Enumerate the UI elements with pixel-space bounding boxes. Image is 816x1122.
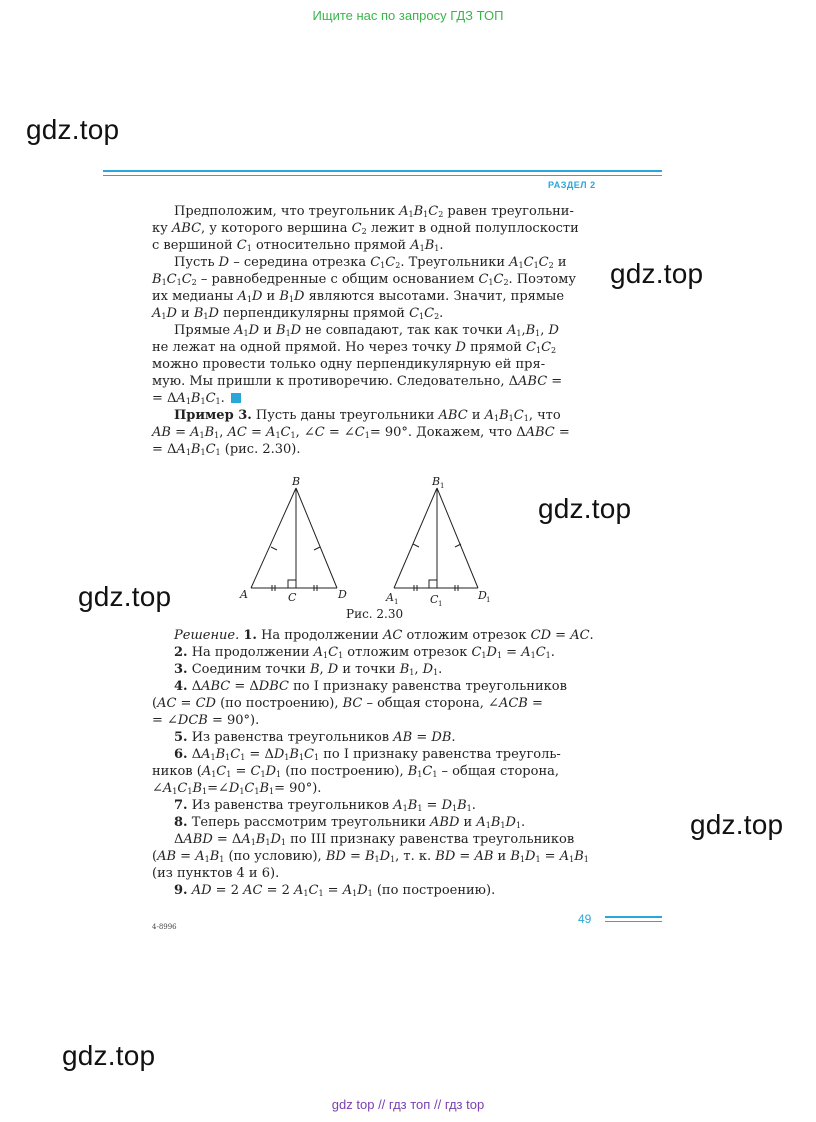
watermark: gdz.top (62, 1040, 156, 1071)
print-code: 4-8996 (152, 923, 177, 931)
watermark: gdz.top (690, 809, 784, 840)
header-rule-bottom (103, 175, 662, 176)
label-b1-sub: 1 (440, 482, 445, 490)
footer-links (0, 1097, 816, 1112)
page-number: 49 (578, 912, 592, 926)
label-a1-sub: 1 (394, 598, 399, 606)
label-a1: A (386, 591, 394, 604)
label-c: C (288, 591, 297, 604)
label-a: A (240, 588, 248, 601)
watermark: gdz.top (610, 258, 704, 289)
label-c1-sub: 1 (438, 600, 443, 608)
top-banner: Ищите нас по запросу ГДЗ ТОП (312, 8, 504, 23)
page-rule-top (605, 916, 662, 918)
footer-link-gdz-top-ru[interactable]: гдз топ (388, 1097, 431, 1112)
watermark: gdz.top (538, 493, 632, 524)
text-block-1: Предположим, что треугольник $A_1B_1C_2$ равен треугольни- ку ABC, у которого вершина $C_2$ лежит в одной полуплоскости с вершиной $C_1$ относительно прямой $A_1B_1$. Пусть D – середина отрезка $C_1C_2$. Треугольники $A_1C_1C_2$ и $B_1C_1C_2$ – равнобедренные с общим основанием $C_1C_2$. Поэтому их медианы $A_1D$ и $B_1D$ являются высотами. Значит, прямые $A_1D$ и $B_1D$ перпендикулярны прямой $C_1C_2$. Прямые $A_1D$ и $B_1D$ не совпадают, так как точки $A_1,B_1$, D не лежат на одной прямой. Но через точку D прямой $C_1C_2$ можно провести только одну перпендикулярную ей пря- мую. Мы пришли к противоречию. Следовательно, ΔABC = = $\Delta A_1B_1C_1$. Пример 3. Пусть даны треугольники ABC и $A_1B_1C_1$, что AB = $A_1B_1$, AC = $A_1C_1$, ∠C = $\angle C_1= 90^\circ$. Докажем, что ΔABC = = $\Delta A_1B_1C_1$ (рис. 2.30). (152, 204, 579, 457)
label-d1-sub: 1 (486, 596, 491, 604)
footer-link-gdz-top[interactable]: gdz top (331, 1097, 375, 1112)
label-c1: C (430, 593, 439, 606)
watermark: gdz.top (78, 581, 172, 612)
page-rule-bottom (605, 921, 662, 922)
label-b: B (292, 475, 301, 488)
label-d: D (338, 588, 347, 601)
figure-caption: Рис. 2.30 (346, 607, 404, 621)
label-d1: D (478, 589, 487, 602)
footer-separator: // (433, 1097, 442, 1112)
section-label: РАЗДЕЛ 2 (548, 180, 596, 190)
watermark: gdz.top (26, 114, 120, 145)
label-b1: B (432, 475, 441, 488)
end-of-proof-icon (231, 393, 241, 403)
text-block-2: Решение. 1. На продолжении AC отложим отрезок CD = AC. 2. На продолжении $A_1C_1$ отложим отрезок $C_1D_1 = A_1C_1$. 3. Соединим точки B, D и точки $B_1$, $D_1$. 4. ΔABC = ΔDBC по I признаку равенства треугольников (AC = CD (по построению), BC – общая сторона, ∠ACB = = ∠DCB = 90°). 5. Из равенства треугольников AB = DB. 6. $\Delta A_1B_1C_1 = \Delta D_1B_1C_1$ по I признаку равенства треуголь- ников ($A_1C_1 = C_1D_1$ (по построению), $B_1C_1$ – общая сторона, $\angle A_1C_1B_1=\angle D_1C_1B_1= 90^\circ$). 7. Из равенства треугольников $A_1B_1 = D_1B_1$. 8. Теперь рассмотрим треугольники ABD и $A_1B_1D_1$. $\Delta ABD = \Delta A_1B_1D_1$ по III признаку равенства треугольников ($AB = A_1B_1$ (по условию), BD = $B_1D_1$, т. к. BD = AB и $B_1D_1 = A_1B_1$ (из пунктов 4 и 6). 9. AD = 2 AC = 2 $A_1C_1 = A_1D_1$ (по построению). (152, 628, 594, 898)
header-rule-top (103, 170, 662, 172)
footer-link-gdz-top-mixed[interactable]: гдз top (444, 1097, 485, 1112)
figure-2-30 (232, 472, 502, 622)
footer-separator: // (378, 1097, 386, 1112)
